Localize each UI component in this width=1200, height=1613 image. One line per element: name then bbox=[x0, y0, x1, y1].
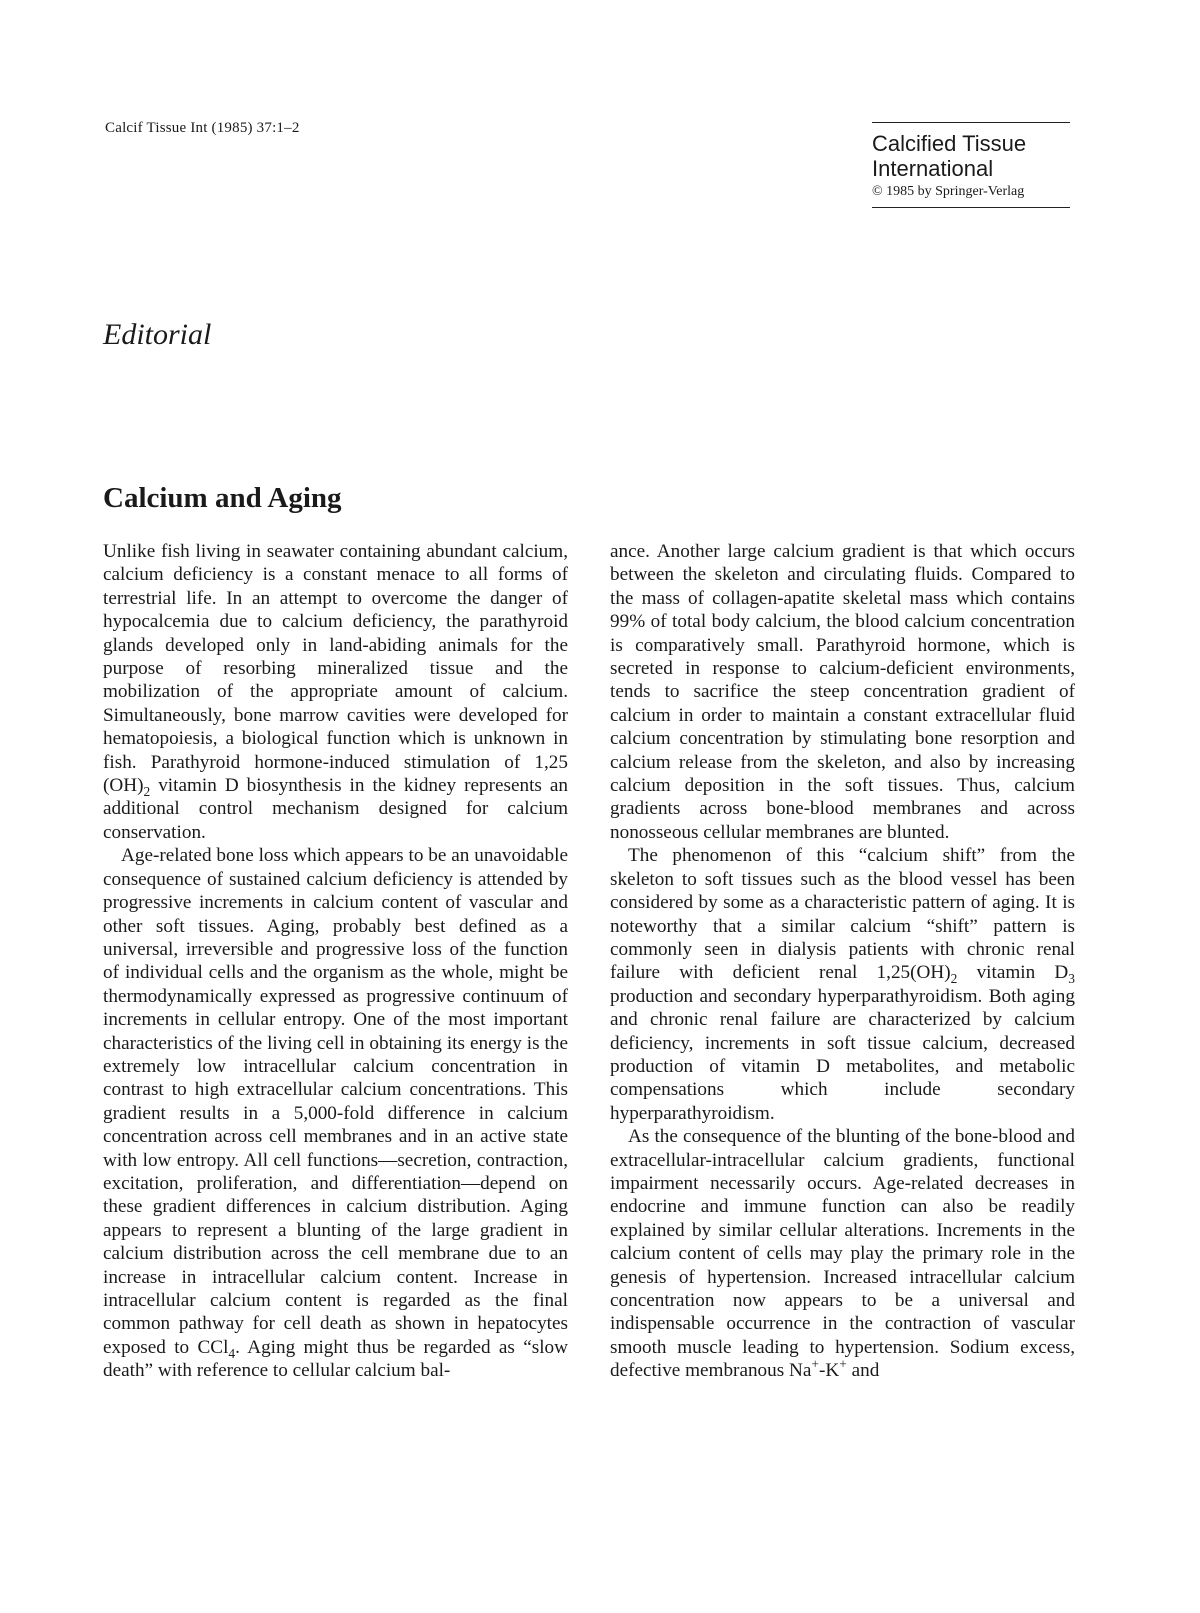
paragraph: As the consequence of the blunting of the bone-blood and extracellular-intracellular calcium gradients, functional impairment necessarily occurs. Age-related decreases in endocrine and immune function can also be readily explained by similar cellular alterations. Increments in the calcium content of cells may play the primary role in the genesis of hypertension. Increased intracellular calcium concentration now appears to be a universal and indispensable occurrence in the contraction of vascular smooth muscle leading to hypertension. Sodium excess, defective membranous Na+-K+ and bbox=[610, 1126, 1075, 1382]
journal-name-line-1: Calcified Tissue bbox=[872, 131, 1027, 156]
paragraph: ance. Another large calcium gradient is that which occurs between the skeleton and circulating fluids. Compared to the mass of collagen-apatite skeletal mass which contains 99% of total body calcium, the blood calcium concentration is comparatively small. Parathyroid hormone, which is secreted in response to calcium-deficient environments, tends to sacrifice the steep concentration gradient of calcium in order to maintain a constant extracellular fluid calcium concentration by stimulating bone resorption and calcium release from the skeleton, and also by increasing calcium deposition in the soft tissues. Thus, calcium gradients across bone-blood membranes and across nonosseous cellular membranes are blunted. bbox=[610, 541, 1075, 843]
paragraph: The phenomenon of this “calcium shift” from the skeleton to soft tissues such as the blood vessel has been considered by some as a characteristic pattern of aging. It is noteworthy that a similar calcium “shift” pattern is commonly seen in dialysis patients with chronic renal failure with deficient renal $1,25(OH)_2$ vitamin $D_3$ production and secondary hyperparathyroidism. Both aging and chronic renal failure are characterized by calcium deficiency, increments in soft tissue calcium, decreased production of vitamin D metabolites, and metabolic compensations which include secondary hyperparathyroidism. bbox=[610, 845, 1075, 1124]
paragraph: Unlike fish living in seawater containing abundant calcium, calcium deficiency is a constant menace to all forms of terrestrial life. In an attempt to overcome the danger of hypocalcemia due to calcium deficiency, the parathyroid glands developed only in land-abiding animals for the purpose of resorbing mineralized tissue and the mobilization of the appropriate amount of calcium. Simultaneously, bone marrow cavities were developed for hematopoiesis, a biological function which is unknown in fish. Parathyroid hormone-induced stimulation of 1,25 $(OH)_2$ vitamin D biosynthesis in the kidney represents an additional control mechanism designed for calcium conservation. bbox=[103, 541, 568, 843]
journal-citation: Calcif Tissue Int (1985) 37:1–2 bbox=[105, 120, 300, 136]
left-column bbox=[103, 540, 568, 1383]
section-label: Editorial bbox=[103, 318, 212, 351]
paragraph: Age-related bone loss which appears to be an unavoidable consequence of sustained calcium deficiency is attended by progressive increments in calcium content of vascular and other soft tissues. Aging, probably best defined as a universal, irreversible and progressive loss of the function of individual cells and the organism as the whole, might be thermodynamically expressed as progressive continuum of increments in cellular entropy. One of the most important characteristics of the living cell in obtaining its energy is the extremely low intracellular calcium concentration in contrast to high extracellular calcium concentrations. This gradient results in a 5,000-fold difference in calcium concentration across cell membranes and in an active state with low entropy. All cell functions—secretion, contraction, excitation, proliferation, and differentiation—depend on these gradient differences in calcium distribution. Aging appears to represent a blunting of the large gradient in calcium distribution across the cell membrane due to an increase in intracellular calcium content. Increase in intracellular calcium content is regarded as the final common pathway for cell death as shown in hepatocytes exposed to CCl$_4$. Aging might thus be regarded as “slow death” with reference to cellular calcium bal- bbox=[103, 845, 568, 1382]
copyright-notice: © 1985 by Springer-Verlag bbox=[872, 184, 1025, 199]
journal-name-line-2: International bbox=[872, 156, 994, 181]
article-title: Calcium and Aging bbox=[103, 482, 342, 514]
journal-masthead bbox=[872, 122, 1070, 208]
right-column bbox=[610, 540, 1075, 1383]
